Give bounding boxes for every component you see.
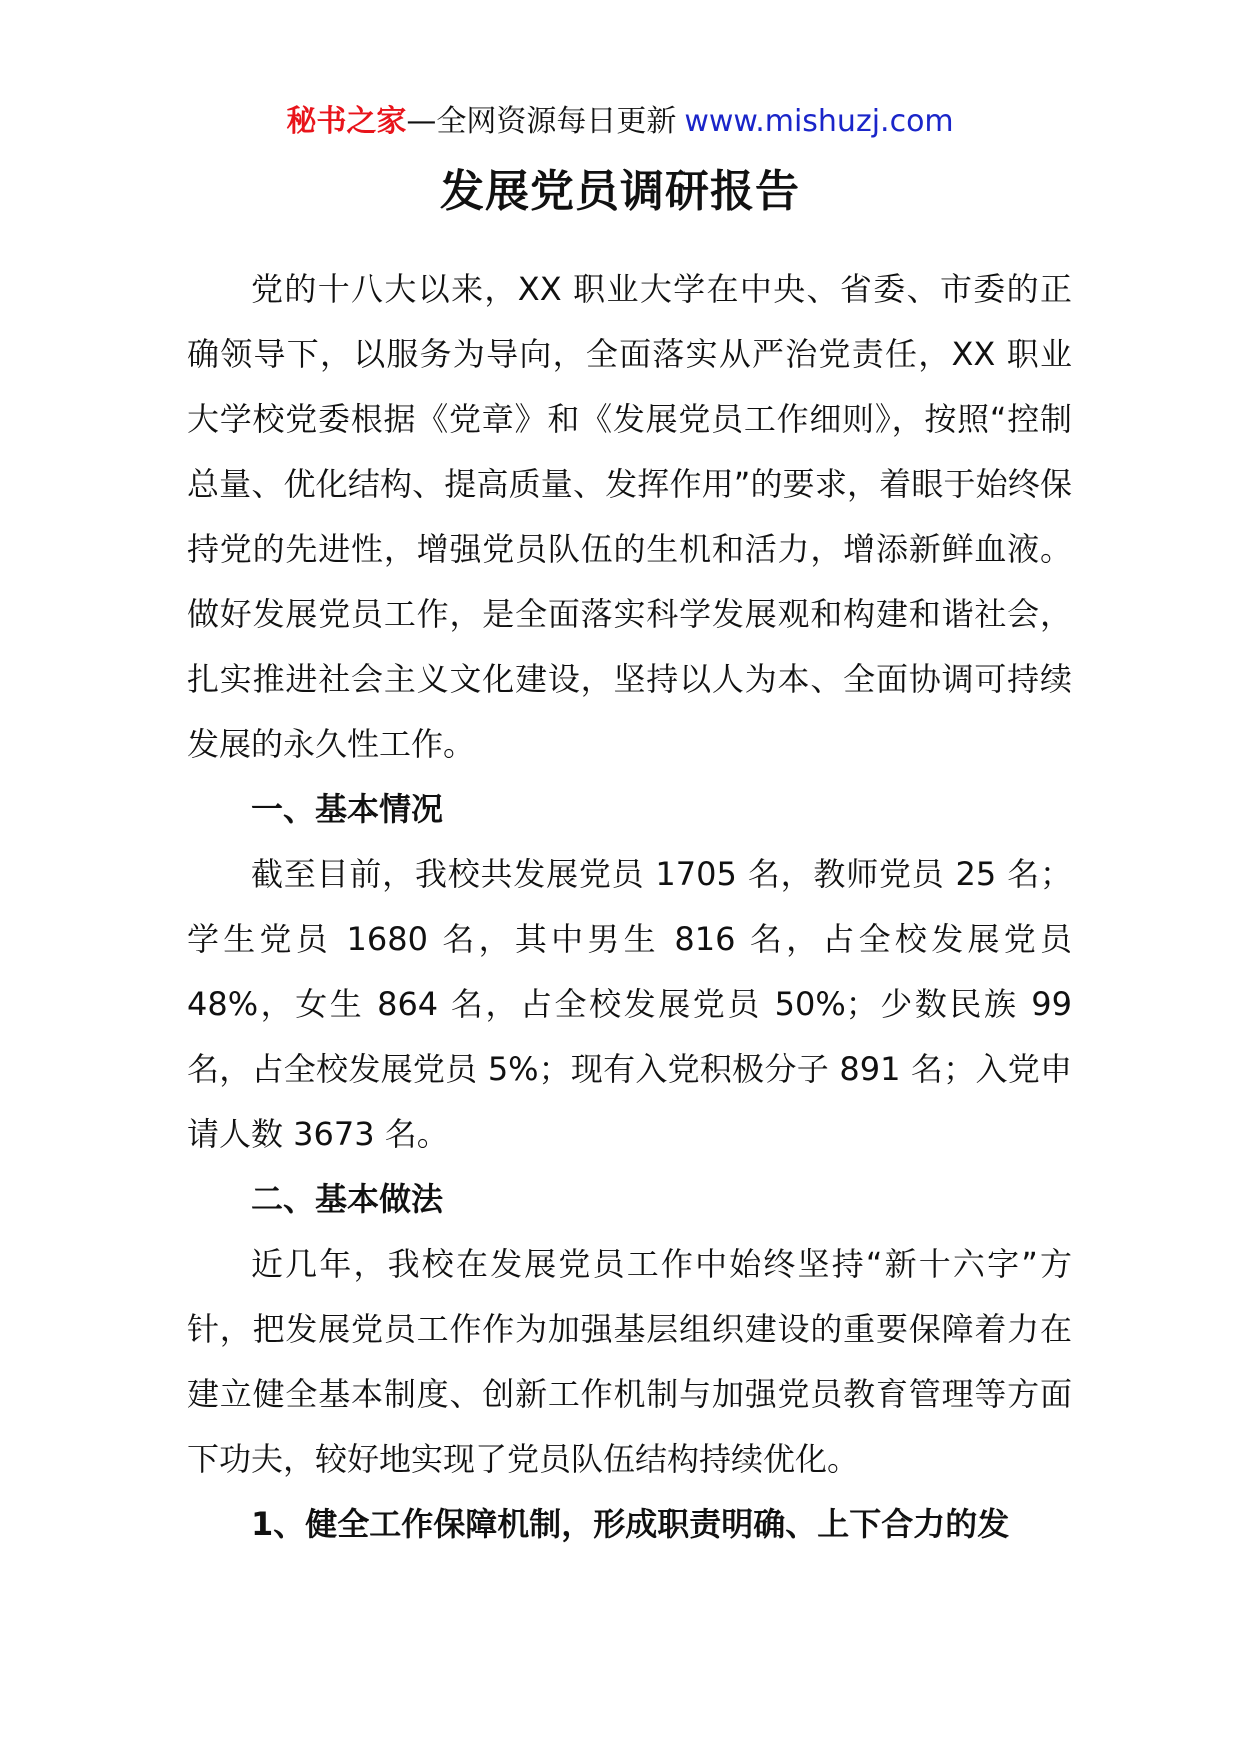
basic-practices-paragraph: 近几年，我校在发展党员工作中始终坚持“新十六字”方针，把发展党员工作作为加强基层组织建设的重要保障着力在建立健全基本制度、创新工作机制与加强党员教育管理等方面下功夫，较好地实现了党员队伍结构持续优化。 <box>187 1245 1072 1478</box>
site-url-link[interactable]: www.mishuzj.com <box>684 104 954 139</box>
document-title: 发展党员调研报告 <box>440 166 800 217</box>
site-tagline: —全网资源每日更新 <box>406 104 677 139</box>
subsection-heading-1: 1、健全工作保障机制，形成职责明确、上下合力的发 <box>251 1505 1010 1543</box>
basic-situation-paragraph: 截至目前，我校共发展党员 1705 名，教师党员 25 名；学生党员 1680 名，其中男生 816 名，占全校发展党员 48%，女生 864 名，占全校发展党员 50%；少数民族 99 名，占全校发展党员 5%；现有入党积极分子 891 名；入党申请人数 3673 名。 <box>187 855 1072 1153</box>
site-header <box>0 100 1240 144</box>
brand-name: 秘书之家 <box>286 104 407 139</box>
intro-paragraph: 党的十八大以来，XX 职业大学在中央、省委、市委的正确领导下，以服务为导向，全面落实从严治党责任，XX 职业大学校党委根据《党章》和《发展党员工作细则》，按照“控制总量、优化结构、提高质量、发挥作用”的要求，着眼于始终保持党的先进性，增强党员队伍的生机和活力，增添新鲜血液。做好发展党员工作，是全面落实科学发展观和构建和谐社会，扎实推进社会主义文化建设，坚持以人为本、全面协调可持续发展的永久性工作。 <box>187 270 1072 763</box>
section-heading-basic-situation: 一、基本情况 <box>251 790 444 828</box>
section-heading-basic-practices: 二、基本做法 <box>251 1180 444 1218</box>
document-body <box>187 257 1072 1557</box>
